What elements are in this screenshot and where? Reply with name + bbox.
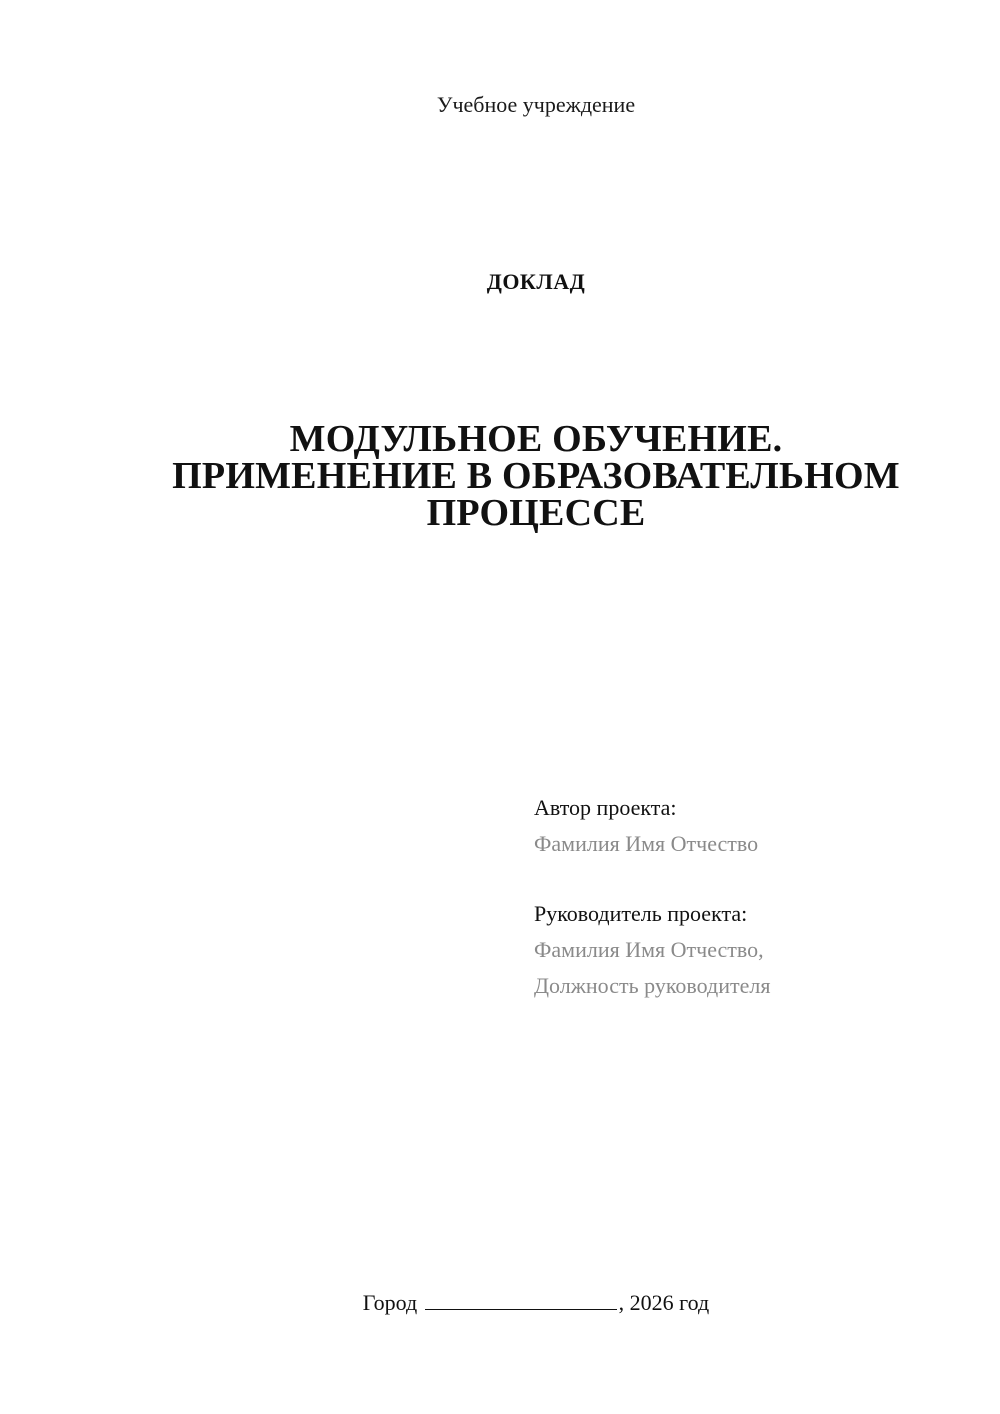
footer-year: , 2026 год (618, 1290, 710, 1315)
author-name: Фамилия Имя Отчество (534, 831, 759, 856)
authors-block (534, 790, 974, 1004)
supervisor-position: Должность руководителя (534, 973, 771, 998)
title-line-2: ПРИМЕНЕНИЕ В ОБРАЗОВАТЕЛЬНОМ (172, 455, 900, 497)
institution-name: Учебное учреждение (436, 92, 636, 117)
document-type: ДОКЛАД (486, 269, 586, 294)
title-line-1: МОДУЛЬНОЕ ОБУЧЕНИЕ. (289, 418, 783, 460)
document-title (0, 418, 1000, 534)
authors-spacer (534, 862, 974, 896)
footer-city-year (0, 1288, 1000, 1318)
supervisor-label: Руководитель проекта: (534, 901, 748, 926)
author-label: Автор проекта: (534, 795, 677, 820)
title-line-3: ПРОЦЕССЕ (426, 492, 646, 534)
city-blank-line (425, 1291, 617, 1310)
footer-city: Город (362, 1290, 418, 1315)
supervisor-name: Фамилия Имя Отчество, (534, 937, 764, 962)
